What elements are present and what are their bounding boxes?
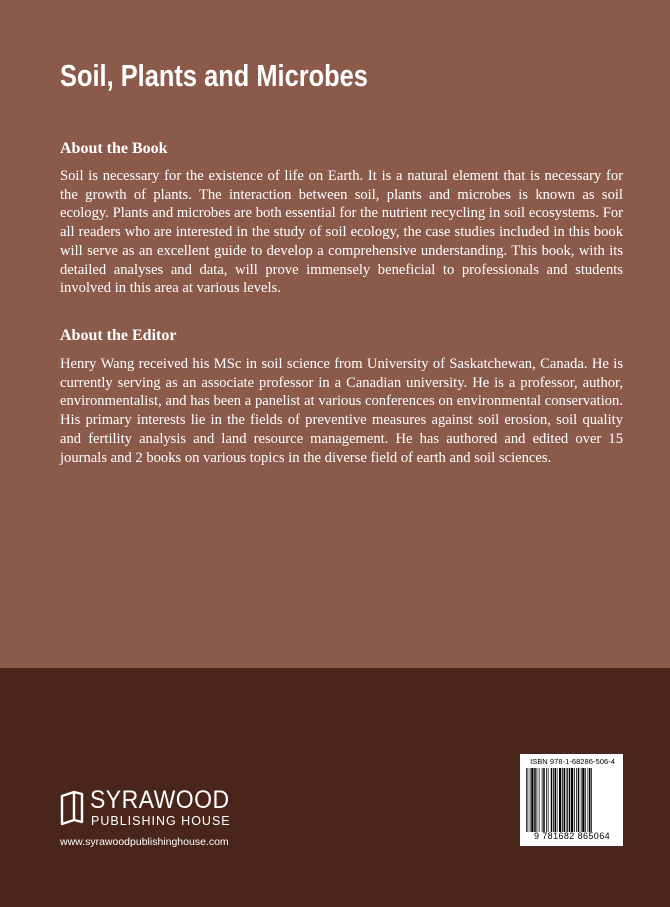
barcode-bar <box>591 768 592 832</box>
barcode-bar <box>557 768 558 832</box>
isbn-label: ISBN 978-1-68286-506-4 <box>530 757 615 766</box>
barcode-bar <box>548 768 549 832</box>
barcode-bar <box>528 768 529 832</box>
barcode-bar <box>581 768 582 832</box>
barcode-bar <box>542 768 543 832</box>
barcode-bar <box>546 768 547 832</box>
barcode-bar <box>571 768 573 832</box>
book-title: Soil, Plants and Microbes <box>60 58 368 93</box>
barcode-bar <box>578 768 580 832</box>
barcode-bar <box>534 768 536 832</box>
barcode-bar <box>530 768 531 832</box>
barcode-bar <box>551 768 553 832</box>
barcode-bar <box>564 768 566 832</box>
barcode-bar <box>576 768 577 832</box>
publisher-subname: PUBLISHING HOUSE <box>91 814 231 828</box>
book-logo-icon <box>60 790 84 826</box>
barcode-bar <box>567 768 568 832</box>
publisher-block <box>60 786 300 856</box>
about-editor-heading: About the Editor <box>60 327 177 344</box>
barcode-bar <box>531 768 533 832</box>
barcode-bars <box>524 768 620 832</box>
barcode-bar <box>537 768 538 832</box>
barcode-bar <box>526 768 527 832</box>
barcode-bar <box>582 768 584 832</box>
barcode-bar <box>574 768 575 832</box>
about-book-heading: About the Book <box>60 140 168 157</box>
barcode-bar <box>555 768 557 832</box>
about-book-text: Soil is necessary for the existence of life on Earth. It is a natural element that is necessary for the growth of plants. The interaction between soil, plants and microbes is known as soil ecology. Plants and microbes are both essential for the nutrient recycling in soil ecosystems. For all readers who are interested in the study of soil ecology, the case studies included in this book will serve as an excellent guide to develop a comprehensive understanding. This book, with its detailed analyses and data, will prove immensely beneficial to professionals and students involved in this area at various levels. <box>60 168 623 297</box>
barcode-bar <box>553 768 554 832</box>
barcode-bar <box>569 768 571 832</box>
barcode-digits: 9 781682 865064 <box>533 831 611 841</box>
barcode-bar <box>543 768 545 832</box>
barcode-bar <box>585 768 586 832</box>
about-editor-text: Henry Wang received his MSc in soil science from University of Saskatchewan, Canada. He is currently serving as an associate professor in a Canadian university. He is a professor, author, environmentalist, and has been a panelist at various conferences on environmental conservation. His primary interests lie in the fields of preventive measures against soil erosion, soil quality and fertility analysis and land resource management. He has authored and edited over 15 journals and 2 books on various topics in the diverse field of earth and soil sciences. <box>60 356 623 466</box>
barcode-bar <box>559 768 561 832</box>
barcode-bar <box>589 768 591 832</box>
publisher-url: www.syrawoodpublishinghouse.com <box>60 836 229 848</box>
publisher-name: SYRAWOOD <box>90 786 230 814</box>
barcode-bar <box>562 768 563 832</box>
barcode-bar <box>566 768 567 832</box>
barcode-bar <box>539 768 540 832</box>
barcode-bar <box>588 768 589 832</box>
barcode-box <box>520 754 623 846</box>
